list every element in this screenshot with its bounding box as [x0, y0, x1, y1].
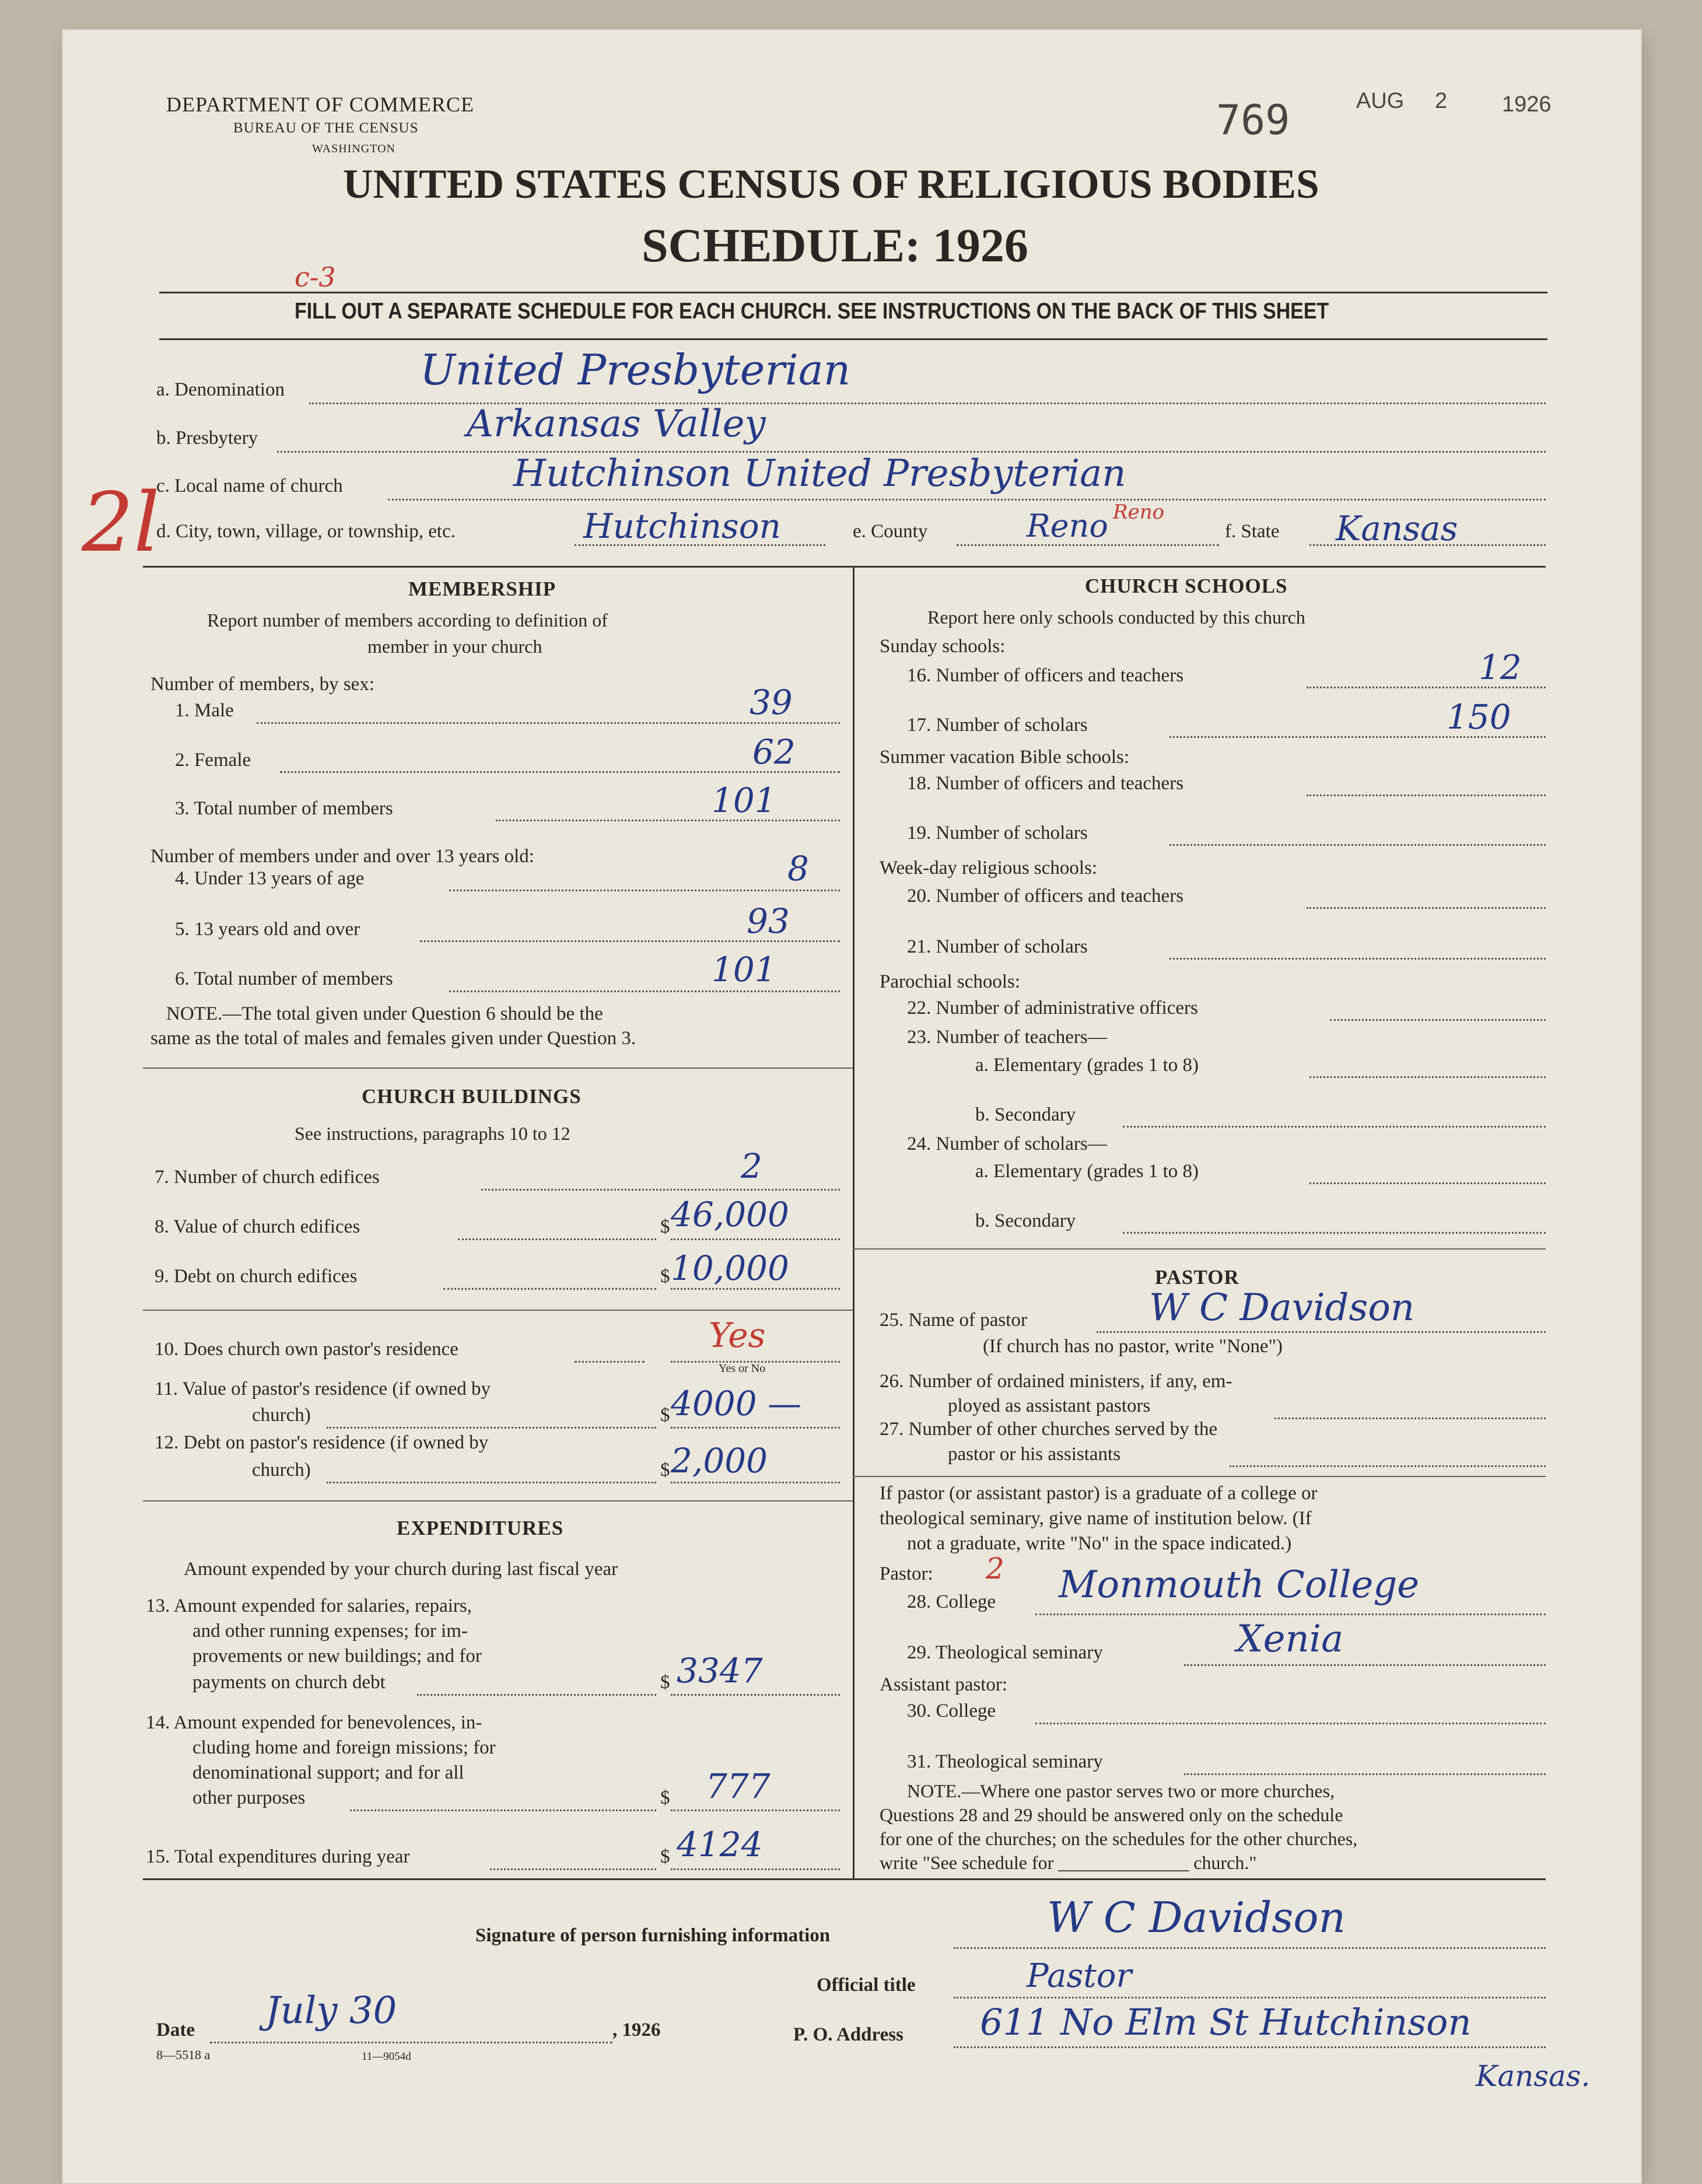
print-number: 11—9054d [362, 2050, 411, 2063]
weekday-schools-label: Week-day religious schools: [880, 858, 1098, 878]
membership-note-2: same as the total of males and females given under Question 3. [150, 1028, 636, 1049]
q15-dollar-sign: $ [660, 1846, 670, 1867]
pastor-subsection-mark: 2 [986, 1552, 1004, 1586]
church-buildings-heading: CHURCH BUILDINGS [362, 1085, 582, 1108]
q8-edifice-value-label: 8. Value of church edifices [155, 1216, 360, 1237]
q17-value: 150 [1447, 697, 1511, 737]
q26-label-2: ployed as assistant pastors [948, 1395, 1151, 1416]
pastor-note-2: Questions 28 and 29 should be answered only on the schedule [880, 1804, 1343, 1825]
summer-schools-label: Summer vacation Bible schools: [880, 747, 1130, 768]
q24b-label: b. Secondary [975, 1210, 1076, 1231]
official-title-label: Official title [817, 1975, 916, 1996]
q15-total-expenditures-label: 15. Total expenditures during year [146, 1846, 410, 1867]
q14-label-2: cluding home and foreign missions; for [192, 1737, 496, 1758]
membership-note-1: NOTE.—The total given under Question 6 should be the [166, 1003, 603, 1024]
received-stamp-month: AUG [1356, 89, 1405, 113]
local-church-name-value: Hutchinson United Presbyterian [513, 452, 1126, 495]
q16-label: 16. Number of officers and teachers [907, 665, 1184, 686]
po-address-value: 611 No Elm St Hutchinson [980, 2001, 1472, 2043]
date-value: July 30 [265, 1989, 397, 2032]
q14-label-1: 14. Amount expended for benevolences, in- [146, 1712, 482, 1733]
q27-label-2: pastor or his assistants [948, 1444, 1121, 1465]
bureau-name: BUREAU OF THE CENSUS [233, 120, 419, 136]
q28-college-label: 28. College [907, 1591, 996, 1612]
q2-female-value: 62 [752, 732, 796, 772]
q10-yes-or-no-hint: Yes or No [719, 1362, 766, 1375]
sunday-schools-label: Sunday schools: [880, 636, 1006, 657]
graduate-instruction-2: theological seminary, give name of institution below. (If [880, 1508, 1312, 1529]
q23-label: 23. Number of teachers— [907, 1027, 1107, 1048]
received-stamp-year: 1926 [1502, 92, 1552, 117]
q2-female-label: 2. Female [175, 750, 251, 771]
schedule-number: 769 [1216, 96, 1290, 144]
pastor-subsection-label: Pastor: [880, 1563, 933, 1584]
q25-pastor-name-value: W C Davidson [1149, 1286, 1415, 1329]
q8-dollar-sign: $ [660, 1216, 670, 1237]
q12-residence-debt-label-2: church) [252, 1460, 311, 1480]
margin-mark: 2l [82, 475, 160, 570]
q19-label: 19. Number of scholars [907, 822, 1088, 844]
date-year: , 1926 [612, 2020, 661, 2041]
q23a-label: a. Elementary (grades 1 to 8) [975, 1055, 1199, 1076]
form-subtitle: SCHEDULE: 1926 [642, 219, 1028, 272]
members-by-age-label: Number of members under and over 13 years old: [150, 846, 534, 867]
state-value: Kansas [1336, 509, 1458, 548]
category-mark: c-3 [295, 261, 336, 293]
church-schools-heading: CHURCH SCHOOLS [1085, 575, 1288, 597]
denomination-label: a. Denomination [156, 379, 285, 400]
membership-intro-2: member in your church [367, 636, 542, 657]
q15-total-expenditures-value: 4124 [677, 1825, 763, 1864]
bureau-city: WASHINGTON [312, 142, 395, 155]
form-title: UNITED STATES CENSUS OF RELIGIOUS BODIES [343, 162, 1319, 207]
received-stamp-day: 2 [1435, 89, 1448, 113]
q29-seminary-label: 29. Theological seminary [907, 1642, 1103, 1663]
membership-intro-1: Report number of members according to definition of [207, 610, 608, 631]
pastor-note-3: for one of the churches; on the schedules for the other churches, [880, 1828, 1358, 1849]
q28-college-value: Monmouth College [1059, 1563, 1420, 1606]
q10-owns-residence-label: 10. Does church own pastor's residence [155, 1339, 458, 1360]
q22-label: 22. Number of administrative officers [907, 998, 1198, 1019]
q9-edifice-debt-label: 9. Debt on church edifices [155, 1266, 358, 1287]
q21-label: 21. Number of scholars [907, 936, 1088, 957]
q13-label-2: and other running expenses; for im- [192, 1620, 468, 1642]
q14-dollar-sign: $ [660, 1787, 670, 1808]
q27-label-1: 27. Number of other churches served by the [880, 1419, 1218, 1440]
q29-seminary-value: Xenia [1237, 1618, 1344, 1661]
city-value: Hutchinson [583, 506, 782, 546]
q13-label-4: payments on church debt [192, 1672, 386, 1693]
q16-value: 12 [1479, 648, 1522, 687]
county-correction: Reno [1113, 501, 1165, 524]
expenditures-heading: EXPENDITURES [397, 1517, 564, 1539]
q26-label-1: 26. Number of ordained ministers, if any, em- [880, 1371, 1232, 1392]
county-value: Reno [1027, 508, 1108, 544]
membership-heading: MEMBERSHIP [408, 578, 556, 600]
q12-dollar-sign: $ [660, 1460, 670, 1480]
q10-owns-residence-value: Yes [709, 1315, 766, 1355]
q7-church-edifices-value: 2 [741, 1146, 762, 1186]
graduate-instruction-3: not a graduate, write "No" in the space indicated.) [907, 1533, 1292, 1554]
q9-edifice-debt-value: 10,000 [671, 1248, 789, 1288]
q14-label-3: denominational support; and for all [192, 1762, 464, 1783]
q31-seminary-label: 31. Theological seminary [907, 1751, 1103, 1772]
county-label: e. County [853, 521, 928, 542]
department-name: DEPARTMENT OF COMMERCE [166, 93, 474, 116]
pastor-heading: PASTOR [1155, 1266, 1239, 1289]
q23b-label: b. Secondary [975, 1104, 1076, 1125]
q13-label-1: 13. Amount expended for salaries, repairs, [146, 1595, 472, 1616]
q17-label: 17. Number of scholars [907, 715, 1088, 736]
q11-residence-value: 4000 — [671, 1384, 802, 1423]
q4-under-13-label: 4. Under 13 years of age [175, 868, 365, 889]
q9-dollar-sign: $ [660, 1266, 670, 1287]
signature-label: Signature of person furnishing information [475, 1925, 831, 1946]
q7-church-edifices-label: 7. Number of church edifices [155, 1167, 380, 1188]
po-address-state: Kansas. [1476, 2059, 1591, 2093]
po-address-label: P. O. Address [793, 2024, 903, 2045]
q6-total-members-label: 6. Total number of members [175, 968, 393, 989]
q12-residence-debt-value: 2,000 [671, 1441, 768, 1480]
q11-residence-value-label-2: church) [252, 1405, 311, 1426]
church-schools-intro: Report here only schools conducted by this church [927, 607, 1305, 628]
pastor-note-1: NOTE.—Where one pastor serves two or more churches, [907, 1780, 1335, 1801]
assistant-pastor-label: Assistant pastor: [880, 1674, 1008, 1695]
q20-label: 20. Number of officers and teachers [907, 886, 1184, 907]
q12-residence-debt-label-1: 12. Debt on pastor's residence (if owned by [155, 1432, 489, 1453]
church-buildings-subheading: See instructions, paragraphs 10 to 12 [295, 1123, 570, 1144]
official-title-value: Pastor [1027, 1957, 1132, 1995]
general-instruction: FILL OUT A SEPARATE SCHEDULE FOR EACH CHURCH. SEE INSTRUCTIONS ON THE BACK OF THIS SHEET [295, 299, 1329, 324]
q5-13-and-over-value: 93 [747, 901, 790, 941]
state-label: f. State [1225, 521, 1280, 542]
q3-total-members-label: 3. Total number of members [175, 798, 393, 819]
q11-dollar-sign: $ [660, 1405, 670, 1426]
graduate-instruction-1: If pastor (or assistant pastor) is a graduate of a college or [880, 1483, 1318, 1504]
q18-label: 18. Number of officers and teachers [907, 773, 1184, 794]
q25-note: (If church has no pastor, write "None") [983, 1336, 1283, 1357]
presbytery-value: Arkansas Valley [467, 402, 766, 446]
q11-residence-value-label-1: 11. Value of pastor's residence (if owned by [155, 1378, 491, 1399]
date-label: Date [156, 2020, 195, 2041]
q5-13-and-over-label: 5. 13 years old and over [175, 919, 360, 940]
expenditures-subheading: Amount expended by your church during last fiscal year [184, 1559, 618, 1580]
city-label: d. City, town, village, or township, etc. [156, 521, 456, 542]
q14-label-4: other purposes [192, 1787, 306, 1808]
q14-benevolences-value: 777 [706, 1766, 771, 1806]
q4-under-13-value: 8 [787, 849, 809, 888]
presbytery-label: b. Presbytery [156, 428, 258, 449]
q25-pastor-name-label: 25. Name of pastor [880, 1310, 1027, 1331]
denomination-value: United Presbyterian [420, 345, 851, 394]
q24a-label: a. Elementary (grades 1 to 8) [975, 1161, 1199, 1182]
q3-total-members-value: 101 [712, 780, 776, 820]
q24-label: 24. Number of scholars— [907, 1133, 1107, 1154]
q30-college-label: 30. College [907, 1700, 996, 1721]
local-church-name-label: c. Local name of church [156, 475, 343, 496]
q13-label-3: provements or new buildings; and for [192, 1646, 482, 1667]
members-by-sex-label: Number of members, by sex: [150, 674, 374, 695]
parochial-schools-label: Parochial schools: [880, 971, 1021, 992]
form-number: 8—5518 a [156, 2048, 211, 2062]
signature-value: W C Davidson [1047, 1893, 1346, 1942]
pastor-note-4: write "See schedule for ______________ church." [880, 1852, 1257, 1873]
q13-dollar-sign: $ [660, 1672, 670, 1693]
q8-edifice-value: 46,000 [671, 1195, 789, 1234]
q6-total-members-value: 101 [712, 950, 776, 989]
q13-running-expenses-value: 3347 [677, 1651, 763, 1690]
q1-male-label: 1. Male [175, 700, 234, 721]
q1-male-value: 39 [750, 682, 793, 722]
